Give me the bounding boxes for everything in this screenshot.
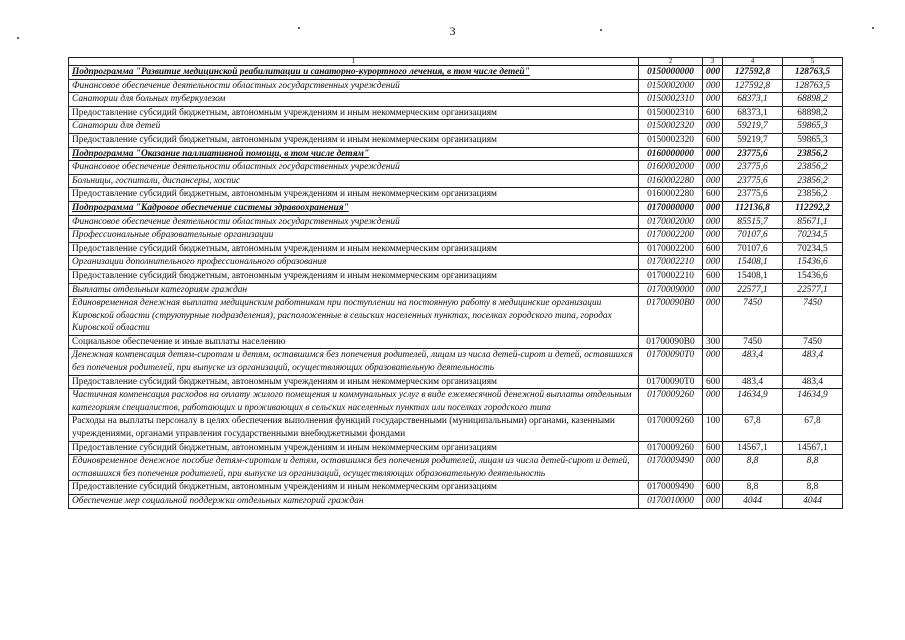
table-row [69, 242, 843, 256]
row-vr: 000 [703, 120, 723, 134]
header-col-5: 5 [783, 58, 843, 66]
table-row [69, 297, 843, 336]
row-value-year2: 128763,5 [783, 79, 843, 93]
row-code: 0160002280 [639, 188, 703, 202]
row-code: 0170002200 [639, 229, 703, 243]
row-value-year1: 15408,1 [723, 256, 783, 270]
row-vr: 600 [703, 242, 723, 256]
row-code: 0160002000 [639, 161, 703, 175]
row-value-year1: 14634,9 [723, 389, 783, 415]
row-vr: 000 [703, 297, 723, 336]
scan-speck [872, 27, 874, 29]
row-value-year2: 8,8 [783, 455, 843, 481]
table-row [69, 389, 843, 415]
row-vr: 000 [703, 93, 723, 107]
row-value-year2: 112292,2 [783, 201, 843, 215]
row-value-year2: 483,4 [783, 375, 843, 389]
row-name: Предоставление субсидий бюджетным, автономным учреждениям и иным некоммерческим организациям [69, 133, 639, 147]
row-vr: 600 [703, 441, 723, 455]
row-value-year1: 112136,8 [723, 201, 783, 215]
row-value-year1: 7450 [723, 297, 783, 336]
table-row [69, 120, 843, 134]
table-row [69, 375, 843, 389]
row-vr: 000 [703, 174, 723, 188]
row-code: 0170002210 [639, 256, 703, 270]
row-name: Финансовое обеспечение деятельности областных государственных учреждений [69, 215, 639, 229]
row-code: 0170009260 [639, 441, 703, 455]
row-value-year1: 4044 [723, 495, 783, 509]
row-value-year2: 68898,2 [783, 106, 843, 120]
row-value-year1: 68373,1 [723, 106, 783, 120]
row-code: 0150002320 [639, 120, 703, 134]
row-value-year1: 85515,7 [723, 215, 783, 229]
row-name: Подпрограмма "Оказание паллиативной помощи, в том числе детям" [69, 147, 639, 161]
row-name: Организации дополнительного профессионального образования [69, 256, 639, 270]
row-vr: 000 [703, 201, 723, 215]
row-name: Профессиональные образовательные организации [69, 229, 639, 243]
row-name: Социальное обеспечение и иные выплаты населению [69, 335, 639, 349]
row-code: 0170010000 [639, 495, 703, 509]
table-row [69, 161, 843, 175]
row-value-year2: 7450 [783, 335, 843, 349]
row-name: Предоставление субсидий бюджетным, автономным учреждениям и иным некоммерческим организациям [69, 188, 639, 202]
scan-speck [600, 29, 602, 31]
row-value-year2: 22577,1 [783, 283, 843, 297]
table-row [69, 335, 843, 349]
row-value-year1: 127592,8 [723, 79, 783, 93]
row-vr: 600 [703, 133, 723, 147]
row-name: Подпрограмма "Кадровое обеспечение системы здравоохранения" [69, 201, 639, 215]
row-vr: 000 [703, 455, 723, 481]
row-vr: 000 [703, 161, 723, 175]
table-row [69, 229, 843, 243]
row-code: 0170009260 [639, 415, 703, 441]
row-code: 0170009490 [639, 455, 703, 481]
row-value-year2: 15436,6 [783, 269, 843, 283]
row-name: Предоставление субсидий бюджетным, автономным учреждениям и иным некоммерческим организациям [69, 481, 639, 495]
row-code: 0170002210 [639, 269, 703, 283]
row-value-year1: 127592,8 [723, 66, 783, 80]
row-value-year1: 483,4 [723, 349, 783, 375]
row-value-year1: 70107,6 [723, 242, 783, 256]
row-name: Больницы, госпитали, диспансеры, хоспис [69, 174, 639, 188]
row-value-year1: 14567,1 [723, 441, 783, 455]
row-code: 0150002310 [639, 106, 703, 120]
row-code: 0160000000 [639, 147, 703, 161]
table-row [69, 349, 843, 375]
row-name: Предоставление субсидий бюджетным, автономным учреждениям и иным некоммерческим организациям [69, 242, 639, 256]
row-name: Предоставление субсидий бюджетным, автономным учреждениям и иным некоммерческим организациям [69, 375, 639, 389]
budget-table [68, 57, 843, 509]
row-code: 0170002200 [639, 242, 703, 256]
table-row [69, 188, 843, 202]
header-col-3: 3 [703, 58, 723, 66]
header-col-1: 1 [69, 58, 639, 66]
row-name: Частичная компенсация расходов на оплату жилого помещения и коммунальных услуг в виде ежемесячной денежной выплаты отдельным категориям специалистов, работающих и проживающих в сельских населенных пунктах или поселках городского типа [69, 389, 639, 415]
row-vr: 600 [703, 375, 723, 389]
row-vr: 000 [703, 215, 723, 229]
row-value-year1: 23775,6 [723, 188, 783, 202]
row-vr: 600 [703, 106, 723, 120]
row-code: 0150002000 [639, 79, 703, 93]
row-name: Предоставление субсидий бюджетным, автономным учреждениям и иным некоммерческим организациям [69, 441, 639, 455]
row-value-year1: 15408,1 [723, 269, 783, 283]
row-code: 01700090В0 [639, 297, 703, 336]
row-value-year2: 68898,2 [783, 93, 843, 107]
header-col-2: 2 [639, 58, 703, 66]
row-code: 0170009000 [639, 283, 703, 297]
row-value-year1: 8,8 [723, 455, 783, 481]
row-code: 0150002320 [639, 133, 703, 147]
table-row [69, 481, 843, 495]
row-vr: 000 [703, 66, 723, 80]
row-code: 0150000000 [639, 66, 703, 80]
row-vr: 000 [703, 495, 723, 509]
row-vr: 100 [703, 415, 723, 441]
row-vr: 600 [703, 481, 723, 495]
row-value-year2: 67,8 [783, 415, 843, 441]
row-name: Санатории для больных туберкулезом [69, 93, 639, 107]
row-value-year1: 67,8 [723, 415, 783, 441]
row-value-year2: 14567,1 [783, 441, 843, 455]
table-row [69, 201, 843, 215]
row-value-year2: 23856,2 [783, 161, 843, 175]
row-name: Подпрограмма "Развитие медицинской реабилитации и санаторно-курортного лечения, в том числе детей" [69, 66, 639, 80]
table-row [69, 495, 843, 509]
row-value-year2: 59865,3 [783, 133, 843, 147]
row-value-year2: 85671,1 [783, 215, 843, 229]
row-value-year1: 22577,1 [723, 283, 783, 297]
row-name: Обеспечение мер социальной поддержки отдельных категорий граждан [69, 495, 639, 509]
row-value-year1: 59219,7 [723, 133, 783, 147]
row-value-year1: 7450 [723, 335, 783, 349]
row-value-year2: 128763,5 [783, 66, 843, 80]
row-vr: 000 [703, 256, 723, 270]
row-value-year1: 23775,6 [723, 147, 783, 161]
row-code: 0170002000 [639, 215, 703, 229]
row-code: 0170000000 [639, 201, 703, 215]
row-code: 0150002310 [639, 93, 703, 107]
row-value-year1: 483,4 [723, 375, 783, 389]
row-name: Санатории для детей [69, 120, 639, 134]
row-name: Финансовое обеспечение деятельности областных государственных учреждений [69, 161, 639, 175]
row-value-year2: 59865,3 [783, 120, 843, 134]
row-value-year2: 23856,2 [783, 147, 843, 161]
row-value-year1: 59219,7 [723, 120, 783, 134]
table-header-row [69, 58, 843, 66]
row-value-year2: 7450 [783, 297, 843, 336]
row-name: Единовременная денежная выплата медицинским работникам при поступлении на постоянную работу в медицинские организации Кировской области (структурные подразделения), расположенные в сельских населенных пунктах, поселках городского типа, городах Кировской области [69, 297, 639, 336]
row-name: Финансовое обеспечение деятельности областных государственных учреждений [69, 79, 639, 93]
row-value-year1: 70107,6 [723, 229, 783, 243]
row-name: Выплаты отдельным категориям граждан [69, 283, 639, 297]
row-value-year2: 70234,5 [783, 242, 843, 256]
row-value-year1: 68373,1 [723, 93, 783, 107]
row-vr: 600 [703, 188, 723, 202]
row-vr: 000 [703, 283, 723, 297]
table-row [69, 106, 843, 120]
table-row [69, 269, 843, 283]
row-code: 0160002280 [639, 174, 703, 188]
table-row [69, 441, 843, 455]
table-row [69, 147, 843, 161]
row-vr: 600 [703, 269, 723, 283]
scan-speck [298, 27, 300, 29]
row-value-year2: 483,4 [783, 349, 843, 375]
row-value-year2: 4044 [783, 495, 843, 509]
row-name: Денежная компенсация детям-сиротам и детям, оставшимся без попечения родителей, лицам из числа детей-сирот и детей, оставшихся без попечения родителей, при выпуске из организаций, осуществляющих образовательную деятельность [69, 349, 639, 375]
table-row [69, 66, 843, 80]
table-row [69, 133, 843, 147]
header-col-4: 4 [723, 58, 783, 66]
row-vr: 300 [703, 335, 723, 349]
row-value-year1: 23775,6 [723, 174, 783, 188]
table-row [69, 79, 843, 93]
table-row [69, 455, 843, 481]
row-code: 01700090В0 [639, 335, 703, 349]
table-row [69, 415, 843, 441]
table-row [69, 93, 843, 107]
row-value-year2: 15436,6 [783, 256, 843, 270]
row-value-year2: 70234,5 [783, 229, 843, 243]
row-vr: 000 [703, 79, 723, 93]
row-vr: 000 [703, 349, 723, 375]
row-code: 0170009260 [639, 389, 703, 415]
scan-speck [17, 37, 19, 39]
row-value-year1: 8,8 [723, 481, 783, 495]
row-name: Предоставление субсидий бюджетным, автономным учреждениям и иным некоммерческим организациям [69, 106, 639, 120]
table-row [69, 256, 843, 270]
row-name: Расходы на выплаты персоналу в целях обеспечения выполнения функций государственными (муниципальными) органами, казенными учреждениями, органами управления государственными внебюджетными фондами [69, 415, 639, 441]
row-code: 01700090Т0 [639, 375, 703, 389]
table-row [69, 283, 843, 297]
table-row [69, 174, 843, 188]
row-vr: 000 [703, 389, 723, 415]
row-vr: 000 [703, 229, 723, 243]
row-name: Предоставление субсидий бюджетным, автономным учреждениям и иным некоммерческим организациям [69, 269, 639, 283]
page-number: 3 [449, 24, 456, 38]
row-value-year2: 23856,2 [783, 188, 843, 202]
row-vr: 000 [703, 147, 723, 161]
row-value-year2: 14634,9 [783, 389, 843, 415]
row-value-year2: 23856,2 [783, 174, 843, 188]
row-code: 01700090Т0 [639, 349, 703, 375]
row-value-year2: 8,8 [783, 481, 843, 495]
table-row [69, 215, 843, 229]
row-code: 0170009490 [639, 481, 703, 495]
row-value-year1: 23775,6 [723, 161, 783, 175]
row-name: Единовременное денежное пособие детям-сиротам и детям, оставшимся без попечения родителей, лицам из числа детей-сирот и детей, оставшихся без попечения родителей, при выпуске из организаций, осуществляющих образовательную деятельность [69, 455, 639, 481]
